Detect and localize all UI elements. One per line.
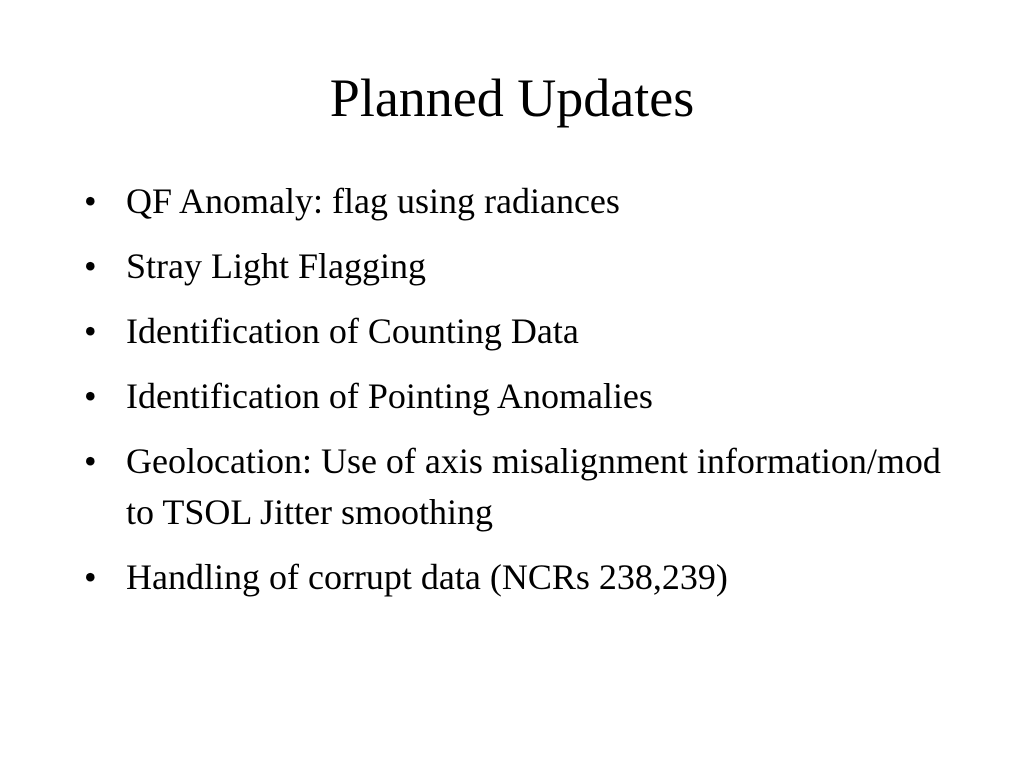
bullet-marker: • xyxy=(84,557,97,597)
bullet-item xyxy=(84,306,964,357)
bullet-marker: • xyxy=(84,181,97,221)
bullet-item xyxy=(84,176,964,227)
bullet-marker: • xyxy=(84,376,97,416)
slide-title: Planned Updates xyxy=(329,68,695,128)
bullet-marker: • xyxy=(84,311,97,351)
bullet-item xyxy=(84,371,964,422)
bullet-item xyxy=(84,552,964,603)
bullet-list xyxy=(84,176,964,617)
bullet-item xyxy=(84,241,964,292)
bullet-marker: • xyxy=(84,441,97,481)
bullet-text: Identification of Counting Data xyxy=(126,311,579,351)
bullet-text: Identification of Pointing Anomalies xyxy=(126,376,653,416)
bullet-marker: • xyxy=(84,246,97,286)
bullet-text: QF Anomaly: flag using radiances xyxy=(126,181,620,221)
bullet-text: Stray Light Flagging xyxy=(126,246,426,286)
bullet-item xyxy=(84,436,964,538)
bullet-text: Geolocation: Use of axis misalignment information/mod to TSOL Jitter smoothing xyxy=(126,441,941,532)
bullet-text: Handling of corrupt data (NCRs 238,239) xyxy=(126,557,728,597)
